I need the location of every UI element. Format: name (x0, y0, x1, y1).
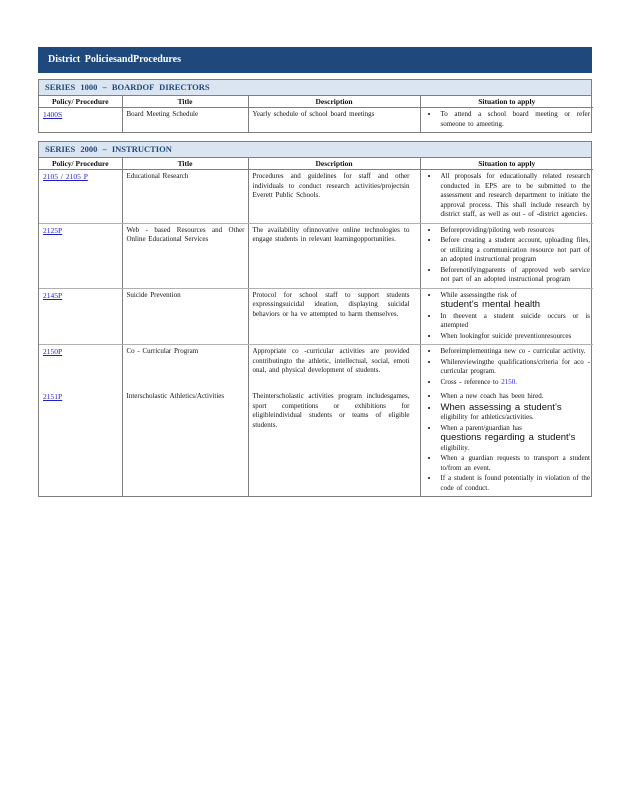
policy-title: Web - based Resources and Other Online Educational Services (122, 223, 248, 288)
situation-item: • While assessingthe risk of student’s mental health (439, 291, 591, 311)
series-2000-table (39, 158, 593, 496)
col-title-header: Title (122, 158, 248, 170)
policy-description: Protocol for school staff to support students expressingsuicidal ideation, displaying suicidal behaviors or ha ve attempted to harm themselves. (248, 288, 420, 345)
col-title-header: Title (122, 96, 248, 108)
policy-title: Educational Research (122, 170, 248, 224)
document-title: District PoliciesandProcedures (48, 54, 181, 65)
col-policy-header: Policy/ Procedure (39, 158, 122, 170)
col-situation-header: Situation to apply (420, 158, 593, 170)
situation-item: • When a new coach has been hired. (439, 392, 591, 402)
col-policy-header: Policy/ Procedure (39, 96, 122, 108)
table-row (39, 108, 593, 133)
series-2000-heading: SERIES 2000 – INSTRUCTION (39, 142, 591, 158)
table-row (39, 288, 593, 345)
policy-description: Yearly schedule of school board meetings (248, 108, 420, 133)
situation-item: • When a parent/guardian has questions regarding a student’s eligibility. (439, 424, 591, 454)
series-1000-section (38, 79, 592, 133)
policy-title: Board Meeting Schedule (122, 108, 248, 133)
policy-link-2125p[interactable]: 2125P (43, 225, 63, 235)
table-row (39, 345, 593, 391)
situation-item: • Beforeimplementinga new co - curricular activity. (439, 347, 591, 357)
cross-reference-link[interactable]: 2150. (501, 377, 518, 386)
policy-title: Suicide Prevention (122, 288, 248, 345)
situation-item: • Beforeproviding/piloting web resources (439, 226, 591, 236)
policy-title: Interscholastic Athletics/Activities (122, 390, 248, 496)
table-row (39, 170, 593, 224)
policy-description: The availability ofinnovative online technologies to engage students in relevant learningopportunities. (248, 223, 420, 288)
situation-item: • When lookingfor suicide preventionresources (439, 332, 591, 342)
col-description-header: Description (248, 158, 420, 170)
policy-link-2105[interactable]: 2105 / 2105 P (43, 172, 88, 181)
col-situation-header: Situation to apply (420, 96, 593, 108)
policy-description: Procedures and guidelines for staff and other individuals to conduct research activities/projectsin Everett Public Schools. (248, 170, 420, 224)
situation-item: • When a guardian requests to transport a student to/from an event. (439, 454, 591, 473)
policy-link-2145p[interactable]: 2145P (43, 290, 63, 300)
policy-title: Co - Curricular Program (122, 345, 248, 391)
policy-description: Appropriate co -curricular activities are provided contributingto the athletic, intellectual, social, emoti onal, and physical development of students. (248, 345, 420, 391)
series-1000-heading: SERIES 1000 – BOARDOF DIRECTORS (39, 80, 591, 96)
situation-item: • Beforenotifyingparents of approved web service not part of an adopted instructional program (439, 266, 591, 285)
document-header (38, 47, 592, 73)
situation-item: • In theevent a student suicide occurs or is attempted (439, 312, 591, 331)
situation-item: • To attend a school board meeting or refer someone to ameeting. (439, 110, 591, 129)
policy-link-1400s[interactable]: 1400S (43, 110, 63, 119)
policy-link-2151p[interactable]: 2151P (43, 392, 63, 401)
column-header-row (39, 158, 593, 170)
situation-item: • Cross - reference to 2150. (439, 378, 591, 388)
series-2000-section (38, 141, 592, 497)
situation-item: • If a student is found potentially in violation of the code of conduct. (439, 474, 591, 493)
situation-item: • Whilereviewingthe qualifications/criteria for aco - curricular program. (439, 358, 591, 377)
policy-description: Theinterscholastic activities program includesgames, sport competitions or exhibitions for eligibleindividual students or teams of eligible students. (248, 390, 420, 496)
col-description-header: Description (248, 96, 420, 108)
situation-item: • All proposals for educationally related research conducted in EPS are to be submitted to the assessment and research department to initiate the approval process. This shall include research by district staff, as well as out - of -district agencies. (439, 172, 591, 220)
policy-link-2150p[interactable]: 2150P (43, 347, 63, 356)
table-row (39, 390, 593, 496)
table-row (39, 223, 593, 288)
situation-item: • Before creating a student account, uploading files, or utilizing a communication resource not part of an adopted instructional program (439, 236, 591, 265)
situation-item: • When assessing a student’s eligibility for athletics/activities. (439, 403, 591, 423)
policies-document (38, 47, 592, 497)
series-1000-table (39, 96, 593, 132)
column-header-row (39, 96, 593, 108)
